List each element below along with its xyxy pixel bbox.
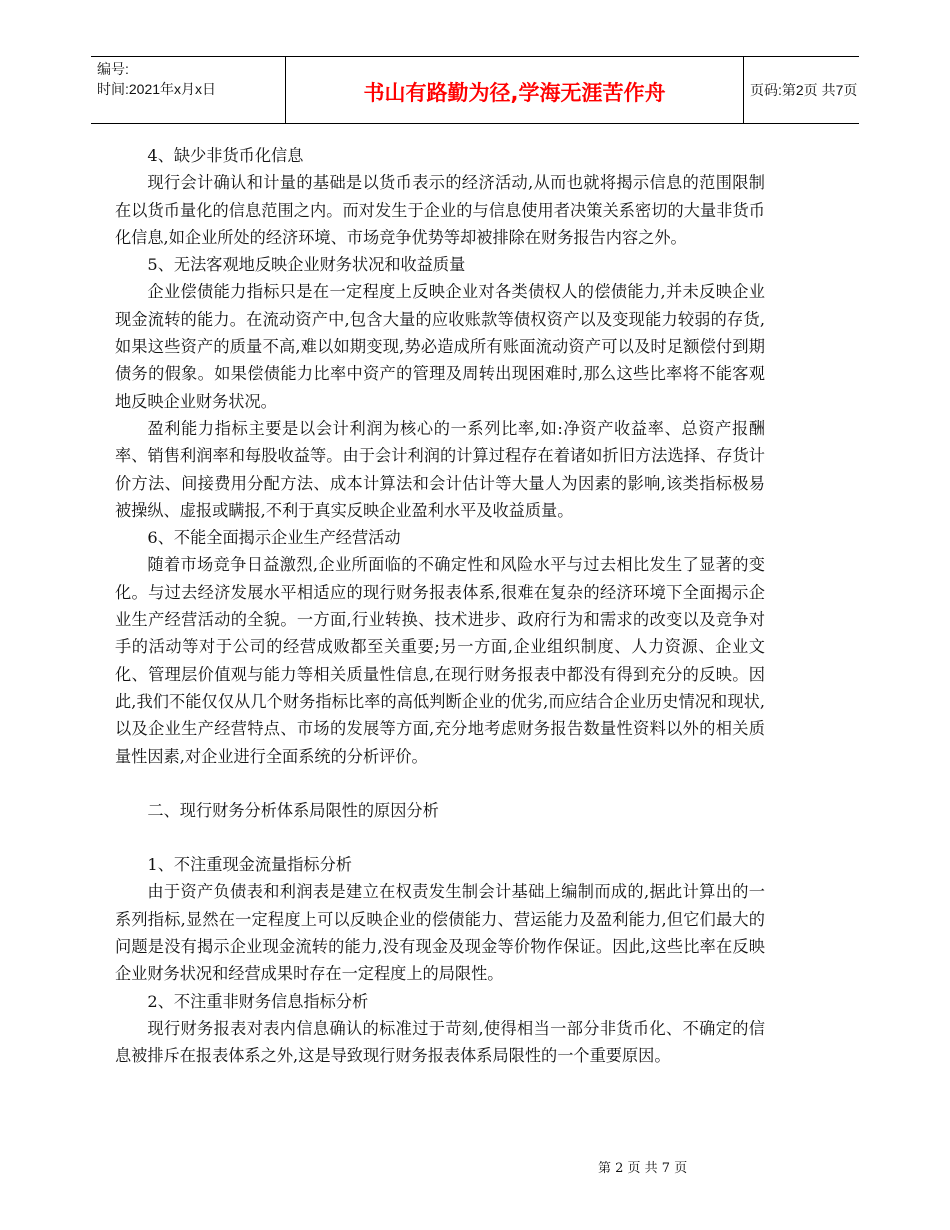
section-heading: 6、不能全面揭示企业生产经营活动 xyxy=(147,528,401,548)
motto-text: 书山有路勤为径,学海无涯苦作舟 xyxy=(363,81,666,105)
body-paragraph: 现行财务报表对表内信息确认的标准过于苛刻,使得相当一部分非货币化、不确定的信息被排斥在报表体系之外,这是导致现行财务报表体系局限性的一个重要原因。 xyxy=(115,1018,765,1066)
paragraph-gap xyxy=(115,824,765,851)
section-heading: 5、无法客观地反映企业财务状况和收益质量 xyxy=(147,255,466,275)
section-heading: 4、缺少非货币化信息 xyxy=(147,146,304,165)
body-paragraph: 由于资产负债表和利润表是建立在权责发生制会计基础上编制而成的,据此计算出的一系列指标,显然在一定程度上可以反映企业的偿债能力、营运能力及盈利能力,但它们最大的问题是没有揭示企业现金流转的能力,没有现金及现金等价物作保证。因此,这些比率在反映企业财务状况和经营成果时存在一定程度上的局限性。 xyxy=(115,882,765,984)
body-paragraph: 现行会计确认和计量的基础是以货币表示的经济活动,从而也就将揭示信息的范围限制在以货币量化的信息范围之内。而对发生于企业的与信息使用者决策关系密切的大量非货币化信息,如企业所处的经济环境、市场竞争优势等却被排除在财务报告内容之外。 xyxy=(115,173,765,247)
section-heading: 2、不注重非财务信息指标分析 xyxy=(147,991,369,1011)
document-number-label: 编号: xyxy=(97,61,129,77)
page-footer: 第 2 页 共 7 页 xyxy=(598,1161,688,1176)
body-paragraph: 随着市场竞争日益激烈,企业所面临的不确定性和风险水平与过去相比发生了显著的变化。与过去经济发展水平相适应的现行财务报表体系,很难在复杂的经济环境下全面揭示企业生产经营活动的全貌。一方面,行业转换、技术进步、政府行为和需求的改变以及竞争对手的活动等对于公司的经营成败都至关重要;另一方面,企业组织制度、人力资源、企业文化、管理层价值观与能力等相关质量性信息,在现行财务报表中都没有得到充分的反映。因此,我们不能仅仅从几个财务指标比率的高低判断企业的优劣,而应结合企业历史情况和现状,以及企业生产经营特点、市场的发展等方面,充分地考虑财务报告数量性资料以外的相关质量性因素,对企业进行全面系统的分析评价。 xyxy=(115,555,765,766)
header-page-cell xyxy=(744,57,859,123)
header-page-info: 页码:第2页 共7页 xyxy=(750,82,858,98)
document-time-label: 时间:2021年x月x日 xyxy=(97,81,217,97)
header-motto-cell xyxy=(286,57,744,123)
header-meta-cell xyxy=(91,57,286,123)
document-body xyxy=(115,142,765,1070)
paragraph-gap xyxy=(115,770,765,797)
section-heading: 二、现行财务分析体系局限性的原因分析 xyxy=(147,800,439,820)
section-heading: 1、不注重现金流量指标分析 xyxy=(147,855,352,875)
page-header xyxy=(91,56,859,124)
body-paragraph: 盈利能力指标主要是以会计利润为核心的一系列比率,如:净资产收益率、总资产报酬率、销售利润率和每股收益等。由于会计利润的计算过程存在着诸如折旧方法选择、存货计价方法、间接费用分配方法、成本计算法和会计估计等大量人为因素的影响,该类指标极易被操纵、虚报或瞒报,不利于真实反映企业盈利水平及收益质量。 xyxy=(115,418,765,520)
body-paragraph: 企业偿债能力指标只是在一定程度上反映企业对各类债权人的偿债能力,并未反映企业现金流转的能力。在流动资产中,包含大量的应收账款等债权资产以及变现能力较弱的存货,如果这些资产的质量不高,难以如期变现,势必造成所有账面流动资产可以及时足额偿付到期债务的假象。如果偿债能力比率中资产的管理及周转出现困难时,那么这些比率将不能客观地反映企业财务状况。 xyxy=(115,282,765,411)
